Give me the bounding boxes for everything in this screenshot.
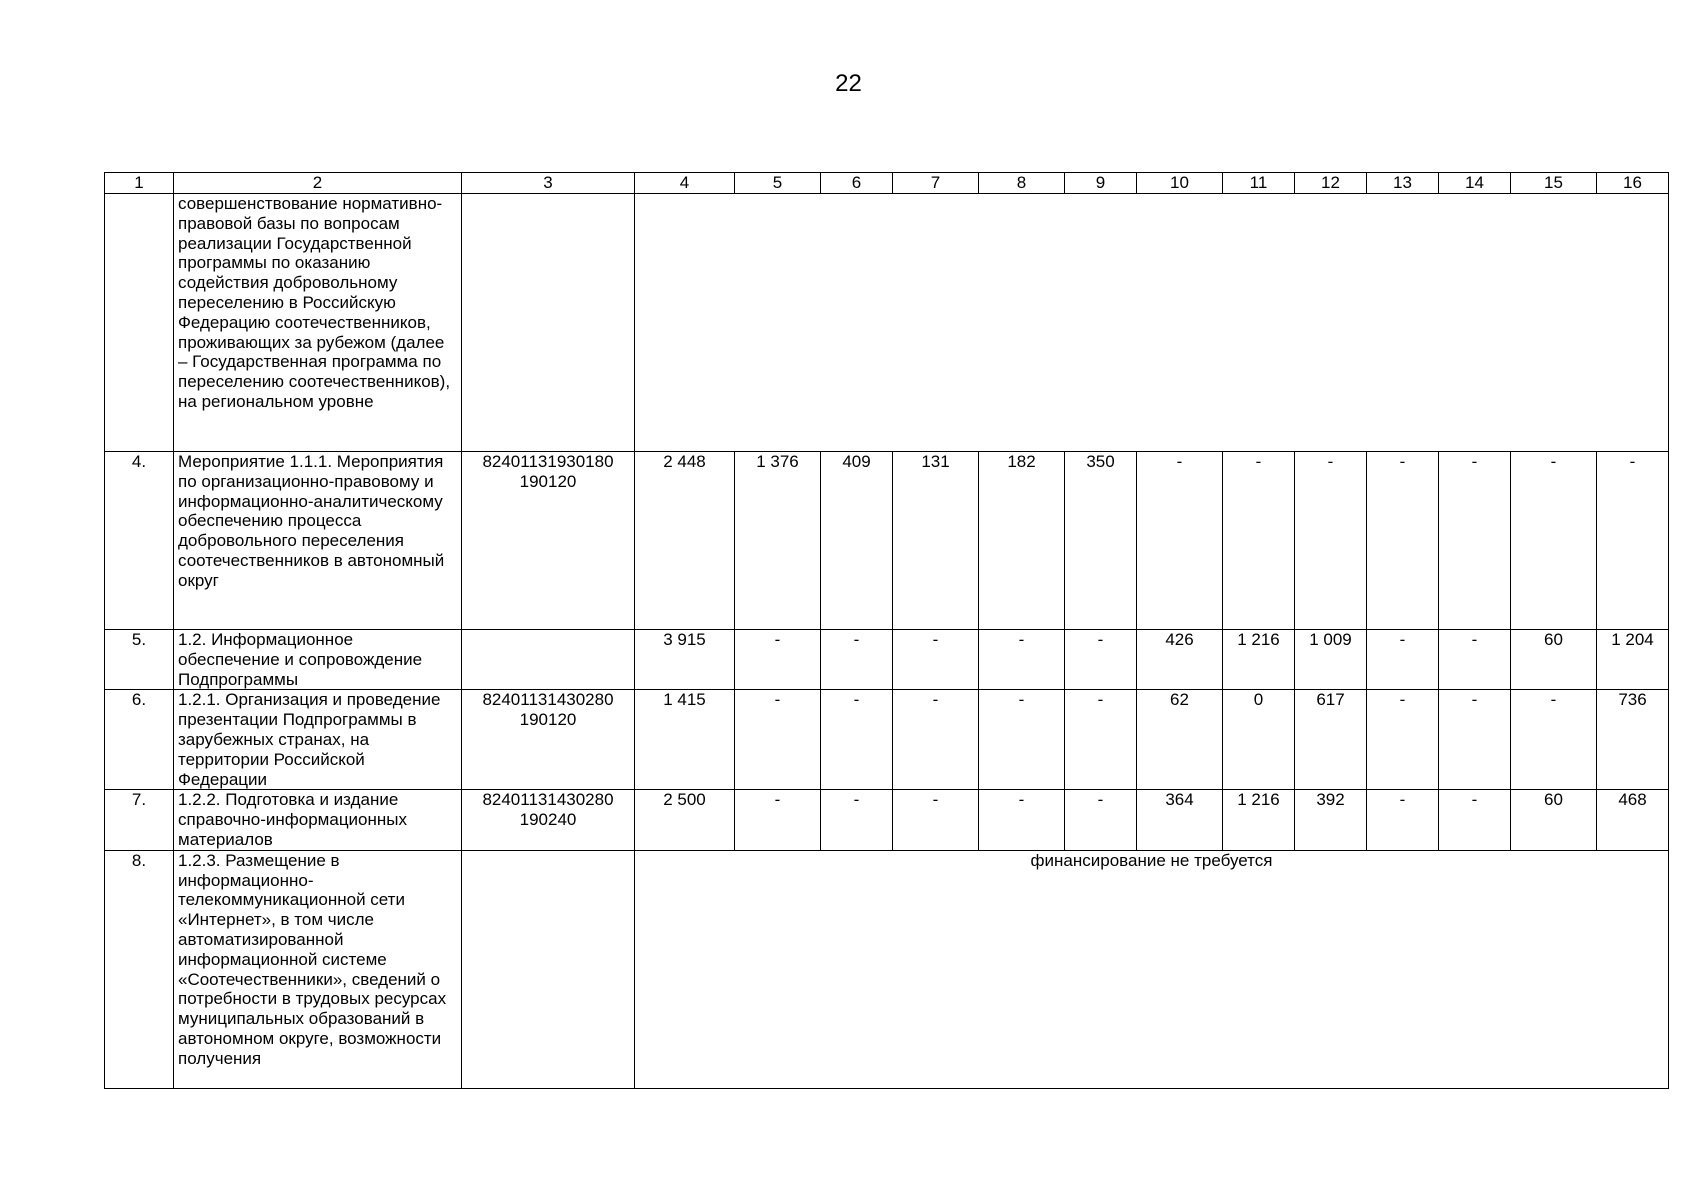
value-cell: - <box>893 690 979 790</box>
column-header: 7 <box>893 173 979 194</box>
row-number: 5. <box>105 630 174 690</box>
value-cell: - <box>735 690 821 790</box>
column-header: 8 <box>979 173 1065 194</box>
value-cell: - <box>1367 452 1439 630</box>
column-header: 6 <box>821 173 893 194</box>
value-cell: 1 376 <box>735 452 821 630</box>
row-code <box>462 850 635 1088</box>
table-row <box>105 850 1669 1088</box>
value-cell: - <box>979 630 1065 690</box>
value-cell: 736 <box>1597 690 1669 790</box>
column-header: 9 <box>1065 173 1137 194</box>
row-name: 1.2.3. Размещение в информационно-телекоммуникационной сети «Интернет», в том числе автоматизированной информационной системе «Соотечественники», сведений о потребности в трудовых ресурсах муниципальных образований в автономном округе, возможности получения <box>174 850 462 1088</box>
row-code: 82401131430280 190120 <box>462 690 635 790</box>
value-cell: - <box>1439 630 1511 690</box>
row-name: 1.2.2. Подготовка и издание справочно-информационных материалов <box>174 790 462 850</box>
value-cell: - <box>1367 630 1439 690</box>
table-row <box>105 194 1669 452</box>
row-number: 4. <box>105 452 174 630</box>
value-cell: 62 <box>1137 690 1223 790</box>
value-cell: - <box>1439 790 1511 850</box>
value-cell: - <box>1511 690 1597 790</box>
column-header: 16 <box>1597 173 1669 194</box>
value-cell: 2 448 <box>635 452 735 630</box>
column-header: 5 <box>735 173 821 194</box>
row-code: 82401131430280 190240 <box>462 790 635 850</box>
budget-table <box>104 172 1669 1089</box>
value-cell: - <box>1065 630 1137 690</box>
table-row <box>105 690 1669 790</box>
row-code <box>462 194 635 452</box>
value-cell: 1 216 <box>1223 630 1295 690</box>
row-name: 1.2.1. Организация и проведение презентации Подпрограммы в зарубежных странах, на территории Российской Федерации <box>174 690 462 790</box>
value-cell: 131 <box>893 452 979 630</box>
value-cell: - <box>1511 452 1597 630</box>
column-header: 14 <box>1439 173 1511 194</box>
value-cell: 0 <box>1223 690 1295 790</box>
value-cell: 468 <box>1597 790 1669 850</box>
row-name: 1.2. Информационное обеспечение и сопровождение Подпрограммы <box>174 630 462 690</box>
financing-not-required-cell: финансирование не требуется <box>635 850 1669 1088</box>
row-name: Мероприятие 1.1.1. Мероприятия по организационно-правовому и информационно-аналитическому обеспечению процесса добровольного переселения соотечественников в автономный округ <box>174 452 462 630</box>
value-cell: - <box>1065 790 1137 850</box>
value-cell: - <box>1439 452 1511 630</box>
value-cell: - <box>735 630 821 690</box>
value-cell: 617 <box>1295 690 1367 790</box>
table-row <box>105 452 1669 630</box>
value-cell: - <box>1223 452 1295 630</box>
column-header: 12 <box>1295 173 1367 194</box>
value-cell: 1 216 <box>1223 790 1295 850</box>
value-cell: - <box>979 690 1065 790</box>
value-cell: - <box>1597 452 1669 630</box>
column-header: 1 <box>105 173 174 194</box>
value-cell: - <box>893 790 979 850</box>
row-code <box>462 630 635 690</box>
value-cell: 60 <box>1511 630 1597 690</box>
row-number: 6. <box>105 690 174 790</box>
value-cell: - <box>1137 452 1223 630</box>
row-number: 8. <box>105 850 174 1088</box>
value-cell: 426 <box>1137 630 1223 690</box>
column-header: 11 <box>1223 173 1295 194</box>
value-cell: - <box>1367 790 1439 850</box>
column-header: 2 <box>174 173 462 194</box>
value-cell: 364 <box>1137 790 1223 850</box>
value-cell: 1 204 <box>1597 630 1669 690</box>
value-cell: - <box>1295 452 1367 630</box>
table-row <box>105 790 1669 850</box>
value-cell: - <box>821 630 893 690</box>
value-cell: - <box>1439 690 1511 790</box>
column-header: 15 <box>1511 173 1597 194</box>
value-cell: - <box>979 790 1065 850</box>
value-cell: - <box>1367 690 1439 790</box>
page-number: 22 <box>835 70 862 97</box>
value-cell: 392 <box>1295 790 1367 850</box>
value-cell: - <box>821 790 893 850</box>
column-header: 4 <box>635 173 735 194</box>
row-number <box>105 194 174 452</box>
value-cell: 409 <box>821 452 893 630</box>
value-cell: 182 <box>979 452 1065 630</box>
column-number-header-row <box>105 173 1669 194</box>
value-cell: - <box>735 790 821 850</box>
value-cell: 60 <box>1511 790 1597 850</box>
row-name: совершенствование нормативно-правовой базы по вопросам реализации Государственной программы по оказанию содействия добровольному переселению в Российскую Федерацию соотечественников, проживающих за рубежом (далее – Государственная программа по переселению соотечественников), на региональном уровне <box>174 194 462 452</box>
value-cell: - <box>1065 690 1137 790</box>
value-cell: 1 415 <box>635 690 735 790</box>
value-cell: 3 915 <box>635 630 735 690</box>
column-header: 10 <box>1137 173 1223 194</box>
row-number: 7. <box>105 790 174 850</box>
row-code: 82401131930180 190120 <box>462 452 635 630</box>
value-cell: - <box>893 630 979 690</box>
value-cell: 350 <box>1065 452 1137 630</box>
row-merged-cell <box>635 194 1669 452</box>
column-header: 3 <box>462 173 635 194</box>
value-cell: 1 009 <box>1295 630 1367 690</box>
column-header: 13 <box>1367 173 1439 194</box>
table-row <box>105 630 1669 690</box>
value-cell: 2 500 <box>635 790 735 850</box>
value-cell: - <box>821 690 893 790</box>
